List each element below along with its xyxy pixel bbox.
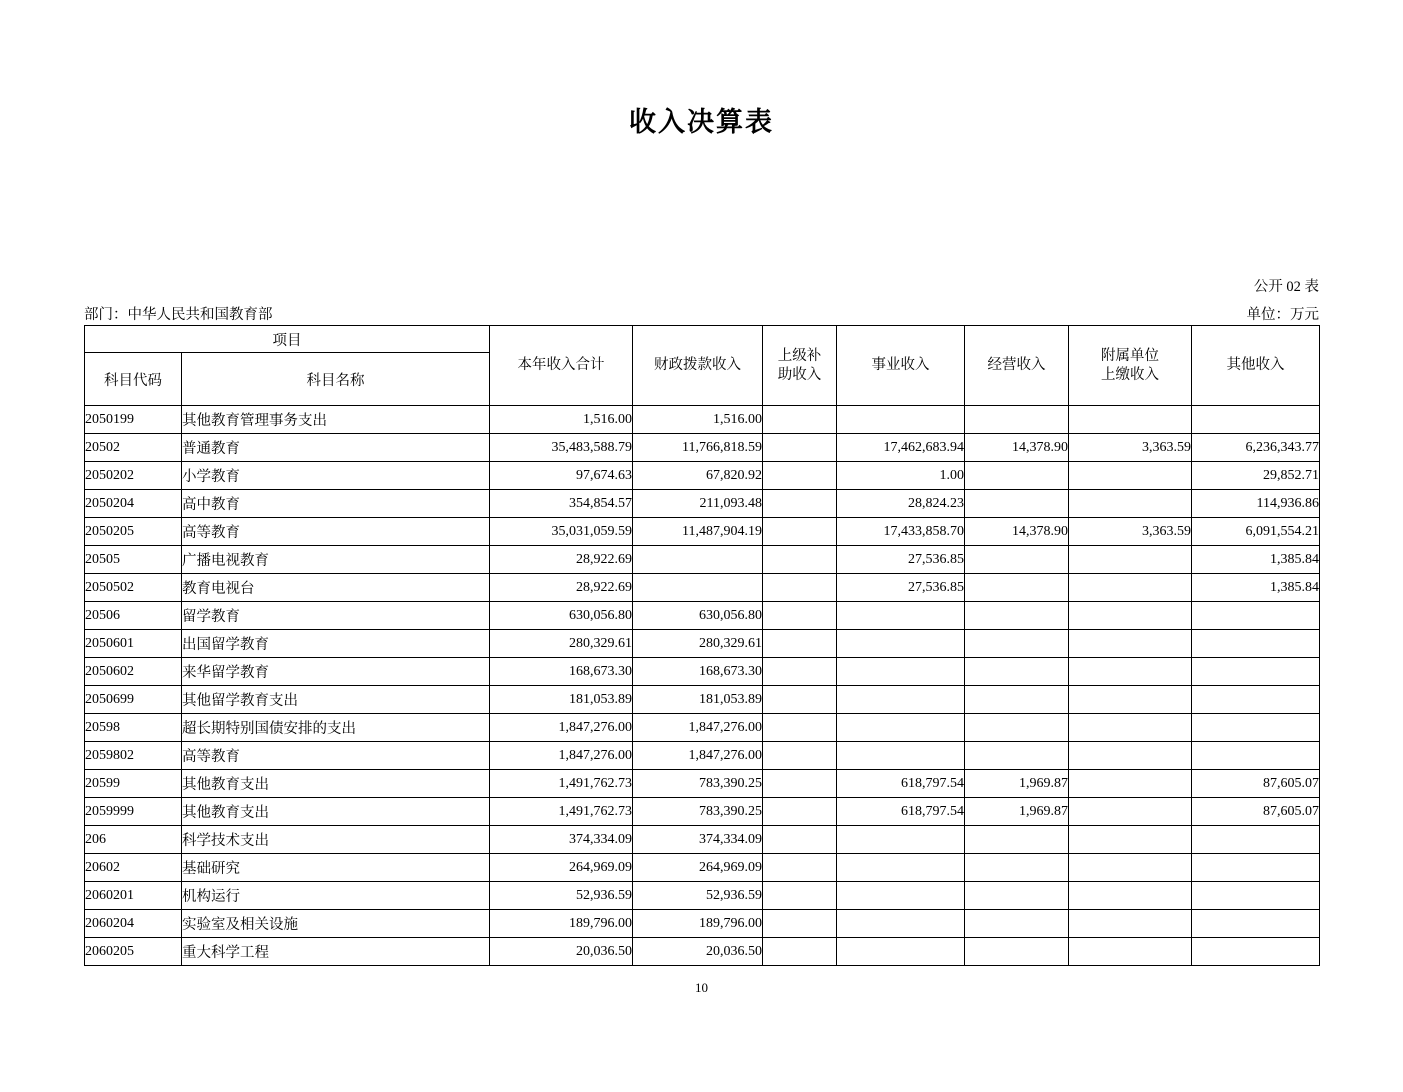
cell-fiscal: 783,390.25: [633, 770, 763, 798]
table-row: [85, 882, 1320, 910]
cell-subject-code: 2060205: [85, 938, 182, 966]
cell-other: [1192, 938, 1320, 966]
cell-total: 181,053.89: [490, 686, 633, 714]
cell-total: 264,969.09: [490, 854, 633, 882]
table-row: [85, 742, 1320, 770]
cell-total: 20,036.50: [490, 938, 633, 966]
cell-operating: [965, 658, 1069, 686]
unit-label: 单位：万元: [1246, 307, 1319, 323]
cell-superior: [763, 518, 837, 546]
header-fiscal-appropriation: 财政拨款收入: [633, 326, 763, 406]
cell-other: 1,385.84: [1192, 574, 1320, 602]
cell-subject-code: 20502: [85, 434, 182, 462]
cell-subject-code: 2059999: [85, 798, 182, 826]
cell-other: 87,605.07: [1192, 770, 1320, 798]
cell-other: [1192, 630, 1320, 658]
cell-fiscal: 168,673.30: [633, 658, 763, 686]
cell-total: 28,922.69: [490, 546, 633, 574]
cell-subject-name: 机构运行: [182, 882, 490, 910]
cell-subject-code: 2050601: [85, 630, 182, 658]
table-row: [85, 434, 1320, 462]
cell-other: 1,385.84: [1192, 546, 1320, 574]
cell-subject-code: 2050602: [85, 658, 182, 686]
table-header-group-row: [85, 326, 1320, 353]
table-row: [85, 854, 1320, 882]
table-row: [85, 770, 1320, 798]
cell-operating: [965, 826, 1069, 854]
table-row: [85, 602, 1320, 630]
cell-affiliated: [1069, 406, 1192, 434]
cell-business: 17,462,683.94: [837, 434, 965, 462]
cell-operating: 1,969.87: [965, 798, 1069, 826]
cell-subject-name: 其他留学教育支出: [182, 686, 490, 714]
cell-subject-code: 2050699: [85, 686, 182, 714]
cell-total: 630,056.80: [490, 602, 633, 630]
table-row: [85, 826, 1320, 854]
cell-affiliated: [1069, 714, 1192, 742]
header-affiliated-line1: 附属单位: [1101, 348, 1159, 365]
cell-total: 52,936.59: [490, 882, 633, 910]
cell-operating: [965, 546, 1069, 574]
cell-operating: [965, 574, 1069, 602]
cell-business: [837, 602, 965, 630]
cell-business: [837, 630, 965, 658]
cell-affiliated: [1069, 854, 1192, 882]
cell-subject-code: 2060201: [85, 882, 182, 910]
cell-superior: [763, 686, 837, 714]
table-row: [85, 406, 1320, 434]
cell-other: [1192, 854, 1320, 882]
header-superior-subsidy: [763, 326, 837, 406]
header-subject-name: 科目名称: [182, 353, 490, 406]
cell-operating: 14,378.90: [965, 518, 1069, 546]
cell-other: [1192, 826, 1320, 854]
cell-affiliated: [1069, 490, 1192, 518]
table-row: [85, 798, 1320, 826]
cell-superior: [763, 826, 837, 854]
cell-subject-name: 教育电视台: [182, 574, 490, 602]
cell-subject-code: 20506: [85, 602, 182, 630]
cell-superior: [763, 546, 837, 574]
header-subject-code: 科目代码: [85, 353, 182, 406]
cell-operating: [965, 938, 1069, 966]
cell-fiscal: 280,329.61: [633, 630, 763, 658]
cell-subject-name: 实验室及相关设施: [182, 910, 490, 938]
cell-subject-code: 206: [85, 826, 182, 854]
cell-business: [837, 686, 965, 714]
cell-fiscal: 264,969.09: [633, 854, 763, 882]
table-row: [85, 686, 1320, 714]
cell-subject-name: 重大科学工程: [182, 938, 490, 966]
cell-subject-name: 其他教育支出: [182, 770, 490, 798]
table-row: [85, 658, 1320, 686]
cell-superior: [763, 490, 837, 518]
cell-total: 354,854.57: [490, 490, 633, 518]
cell-subject-name: 小学教育: [182, 462, 490, 490]
cell-subject-name: 其他教育管理事务支出: [182, 406, 490, 434]
table-row: [85, 574, 1320, 602]
cell-total: 189,796.00: [490, 910, 633, 938]
cell-superior: [763, 630, 837, 658]
cell-business: 618,797.54: [837, 770, 965, 798]
cell-other: 29,852.71: [1192, 462, 1320, 490]
cell-fiscal: 67,820.92: [633, 462, 763, 490]
cell-superior: [763, 434, 837, 462]
cell-subject-code: 2050205: [85, 518, 182, 546]
cell-fiscal: 1,847,276.00: [633, 742, 763, 770]
cell-fiscal: 630,056.80: [633, 602, 763, 630]
cell-other: [1192, 714, 1320, 742]
cell-business: 618,797.54: [837, 798, 965, 826]
cell-operating: [965, 910, 1069, 938]
cell-total: 280,329.61: [490, 630, 633, 658]
cell-affiliated: [1069, 770, 1192, 798]
cell-fiscal: 189,796.00: [633, 910, 763, 938]
cell-subject-code: 2050199: [85, 406, 182, 434]
cell-affiliated: [1069, 938, 1192, 966]
cell-operating: [965, 742, 1069, 770]
cell-operating: [965, 686, 1069, 714]
cell-business: [837, 854, 965, 882]
cell-superior: [763, 658, 837, 686]
cell-total: 97,674.63: [490, 462, 633, 490]
cell-fiscal: [633, 574, 763, 602]
cell-business: 17,433,858.70: [837, 518, 965, 546]
cell-subject-name: 留学教育: [182, 602, 490, 630]
cell-operating: [965, 602, 1069, 630]
cell-affiliated: 3,363.59: [1069, 434, 1192, 462]
table-row: [85, 490, 1320, 518]
cell-affiliated: [1069, 574, 1192, 602]
cell-subject-code: 2050204: [85, 490, 182, 518]
cell-affiliated: [1069, 658, 1192, 686]
cell-total: 1,491,762.73: [490, 798, 633, 826]
cell-business: [837, 882, 965, 910]
cell-affiliated: [1069, 910, 1192, 938]
cell-fiscal: 211,093.48: [633, 490, 763, 518]
cell-total: 1,516.00: [490, 406, 633, 434]
cell-operating: [965, 714, 1069, 742]
cell-superior: [763, 798, 837, 826]
cell-business: 1.00: [837, 462, 965, 490]
cell-subject-name: 高等教育: [182, 742, 490, 770]
cell-subject-code: 2059802: [85, 742, 182, 770]
table-row: [85, 938, 1320, 966]
cell-subject-name: 广播电视教育: [182, 546, 490, 574]
cell-total: 1,847,276.00: [490, 714, 633, 742]
cell-superior: [763, 854, 837, 882]
table-row: [85, 630, 1320, 658]
cell-business: 27,536.85: [837, 546, 965, 574]
cell-operating: [965, 406, 1069, 434]
table-row: [85, 518, 1320, 546]
cell-superior: [763, 742, 837, 770]
cell-superior: [763, 910, 837, 938]
cell-affiliated: [1069, 686, 1192, 714]
cell-subject-code: 2050502: [85, 574, 182, 602]
cell-affiliated: [1069, 882, 1192, 910]
cell-affiliated: [1069, 742, 1192, 770]
cell-fiscal: 11,766,818.59: [633, 434, 763, 462]
cell-superior: [763, 882, 837, 910]
header-affiliated-line2: 上缴收入: [1101, 366, 1159, 383]
cell-superior: [763, 406, 837, 434]
cell-other: [1192, 910, 1320, 938]
cell-business: [837, 910, 965, 938]
cell-fiscal: 11,487,904.19: [633, 518, 763, 546]
cell-subject-name: 出国留学教育: [182, 630, 490, 658]
cell-other: 6,236,343.77: [1192, 434, 1320, 462]
cell-other: [1192, 602, 1320, 630]
cell-fiscal: 1,847,276.00: [633, 714, 763, 742]
cell-fiscal: 52,936.59: [633, 882, 763, 910]
header-business-income: 事业收入: [837, 326, 965, 406]
cell-fiscal: [633, 546, 763, 574]
page-number: 10: [695, 980, 708, 995]
cell-subject-code: 20599: [85, 770, 182, 798]
cell-affiliated: 3,363.59: [1069, 518, 1192, 546]
table-row: [85, 714, 1320, 742]
cell-operating: [965, 462, 1069, 490]
cell-subject-name: 普通教育: [182, 434, 490, 462]
department-label: 部门：中华人民共和国教育部: [84, 307, 273, 323]
header-group-item: 项目: [85, 326, 490, 353]
cell-fiscal: 783,390.25: [633, 798, 763, 826]
cell-business: [837, 938, 965, 966]
cell-superior: [763, 714, 837, 742]
cell-operating: 1,969.87: [965, 770, 1069, 798]
cell-subject-code: 20505: [85, 546, 182, 574]
cell-other: 87,605.07: [1192, 798, 1320, 826]
cell-operating: [965, 630, 1069, 658]
cell-other: [1192, 658, 1320, 686]
cell-fiscal: 374,334.09: [633, 826, 763, 854]
cell-subject-name: 高等教育: [182, 518, 490, 546]
page-title: 收入决算表: [629, 107, 774, 138]
table-body: [85, 406, 1320, 966]
cell-total: 1,491,762.73: [490, 770, 633, 798]
cell-affiliated: [1069, 798, 1192, 826]
header-other-income: 其他收入: [1192, 326, 1320, 406]
cell-total: 28,922.69: [490, 574, 633, 602]
cell-operating: [965, 854, 1069, 882]
cell-superior: [763, 602, 837, 630]
cell-subject-name: 科学技术支出: [182, 826, 490, 854]
cell-business: [837, 406, 965, 434]
header-superior-subsidy-line1: 上级补: [777, 348, 822, 365]
cell-affiliated: [1069, 546, 1192, 574]
income-statement-table: [84, 325, 1320, 966]
cell-business: [837, 658, 965, 686]
cell-subject-code: 20598: [85, 714, 182, 742]
header-affiliated-remittance: [1069, 326, 1192, 406]
table-row: [85, 910, 1320, 938]
cell-total: 168,673.30: [490, 658, 633, 686]
cell-total: 35,031,059.59: [490, 518, 633, 546]
cell-superior: [763, 938, 837, 966]
cell-other: [1192, 406, 1320, 434]
cell-affiliated: [1069, 462, 1192, 490]
header-operating-income: 经营收入: [965, 326, 1069, 406]
cell-operating: 14,378.90: [965, 434, 1069, 462]
cell-fiscal: 20,036.50: [633, 938, 763, 966]
cell-other: 114,936.86: [1192, 490, 1320, 518]
cell-other: 6,091,554.21: [1192, 518, 1320, 546]
table-row: [85, 462, 1320, 490]
cell-superior: [763, 462, 837, 490]
cell-business: 28,824.23: [837, 490, 965, 518]
table-row: [85, 546, 1320, 574]
cell-subject-name: 基础研究: [182, 854, 490, 882]
cell-affiliated: [1069, 602, 1192, 630]
cell-affiliated: [1069, 630, 1192, 658]
cell-subject-code: 2060204: [85, 910, 182, 938]
cell-total: 35,483,588.79: [490, 434, 633, 462]
cell-affiliated: [1069, 826, 1192, 854]
header-superior-subsidy-line2: 助收入: [777, 366, 822, 383]
cell-total: 1,847,276.00: [490, 742, 633, 770]
cell-other: [1192, 686, 1320, 714]
cell-fiscal: 181,053.89: [633, 686, 763, 714]
cell-subject-code: 2050202: [85, 462, 182, 490]
cell-business: [837, 714, 965, 742]
cell-business: [837, 742, 965, 770]
cell-other: [1192, 882, 1320, 910]
cell-subject-name: 来华留学教育: [182, 658, 490, 686]
cell-business: 27,536.85: [837, 574, 965, 602]
cell-other: [1192, 742, 1320, 770]
document-page: [0, 100, 1403, 1092]
cell-operating: [965, 882, 1069, 910]
header-total-income: 本年收入合计: [490, 326, 633, 406]
cell-business: [837, 826, 965, 854]
cell-subject-name: 超长期特别国债安排的支出: [182, 714, 490, 742]
cell-fiscal: 1,516.00: [633, 406, 763, 434]
cell-subject-name: 高中教育: [182, 490, 490, 518]
cell-superior: [763, 770, 837, 798]
cell-total: 374,334.09: [490, 826, 633, 854]
cell-superior: [763, 574, 837, 602]
cell-operating: [965, 490, 1069, 518]
cell-subject-code: 20602: [85, 854, 182, 882]
form-number: 公开 02 表: [1253, 279, 1319, 295]
cell-subject-name: 其他教育支出: [182, 798, 490, 826]
